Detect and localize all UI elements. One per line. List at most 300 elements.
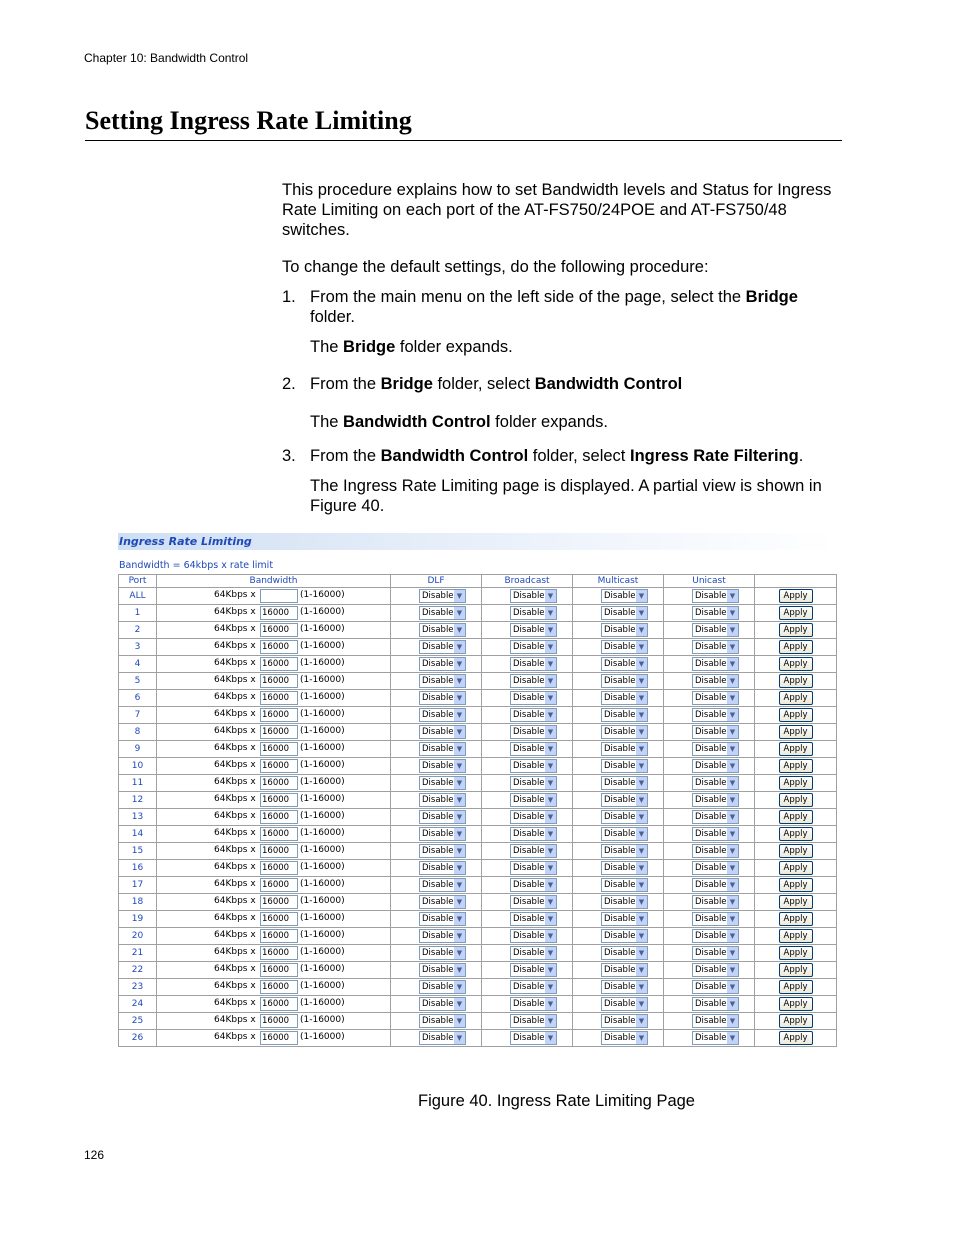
- broadcast-select[interactable]: [510, 861, 557, 875]
- multicast-select[interactable]: [601, 929, 648, 943]
- broadcast-select[interactable]: [510, 980, 557, 994]
- select-value: Disable: [604, 744, 636, 754]
- multicast-select[interactable]: [601, 912, 648, 926]
- dlf-select[interactable]: [419, 589, 466, 603]
- apply-button[interactable]: Apply: [779, 1031, 813, 1045]
- apply-cell: [755, 1013, 837, 1030]
- broadcast-cell: [482, 741, 573, 758]
- port-cell: 8: [119, 724, 157, 741]
- chevron-down-icon: ▼: [454, 641, 465, 653]
- unicast-select[interactable]: [692, 963, 739, 977]
- multicast-select[interactable]: [601, 776, 648, 790]
- bandwidth-unit-label: 64Kbps x: [214, 964, 256, 974]
- dlf-cell: [391, 622, 482, 639]
- bandwidth-cell: [157, 775, 391, 792]
- bandwidth-unit-label: 64Kbps x: [214, 845, 256, 855]
- apply-button[interactable]: Apply: [779, 776, 813, 790]
- chevron-down-icon: ▼: [727, 896, 738, 908]
- rate-limit-input[interactable]: 16000: [260, 861, 298, 875]
- unicast-select[interactable]: [692, 742, 739, 756]
- rate-limit-input[interactable]: 16000: [260, 810, 298, 824]
- unicast-select[interactable]: [692, 691, 739, 705]
- bandwidth-cell: [157, 588, 391, 605]
- multicast-select[interactable]: [601, 606, 648, 620]
- apply-button[interactable]: Apply: [779, 963, 813, 977]
- unicast-select[interactable]: [692, 708, 739, 722]
- broadcast-cell: [482, 724, 573, 741]
- dlf-select[interactable]: [419, 691, 466, 705]
- unicast-select[interactable]: [692, 759, 739, 773]
- chevron-down-icon: ▼: [727, 1032, 738, 1044]
- rate-limit-input[interactable]: 16000: [260, 708, 298, 722]
- select-value: Disable: [513, 693, 545, 703]
- chevron-down-icon: ▼: [727, 692, 738, 704]
- figure-caption: Figure 40. Ingress Rate Limiting Page: [418, 1092, 695, 1110]
- chevron-down-icon: ▼: [545, 624, 556, 636]
- chevron-down-icon: ▼: [727, 913, 738, 925]
- chevron-down-icon: ▼: [545, 760, 556, 772]
- rate-limit-input[interactable]: 16000: [260, 963, 298, 977]
- chevron-down-icon: ▼: [545, 930, 556, 942]
- bandwidth-unit-label: 64Kbps x: [214, 879, 256, 889]
- dlf-cell: [391, 775, 482, 792]
- rate-limit-input[interactable]: 16000: [260, 742, 298, 756]
- apply-button[interactable]: Apply: [779, 640, 813, 654]
- select-value: Disable: [513, 744, 545, 754]
- dlf-cell: [391, 1030, 482, 1047]
- table-row: [119, 639, 837, 656]
- multicast-select[interactable]: [601, 589, 648, 603]
- bandwidth-cell: [157, 792, 391, 809]
- chevron-down-icon: ▼: [636, 930, 647, 942]
- unicast-cell: [664, 894, 755, 911]
- rate-limit-input[interactable]: 16000: [260, 844, 298, 858]
- step-result: The Ingress Rate Limiting page is displayed. A partial view is shown in Figure 40.: [310, 477, 822, 515]
- rate-limit-input[interactable]: 16000: [260, 640, 298, 654]
- apply-button[interactable]: Apply: [779, 980, 813, 994]
- select-value: Disable: [604, 642, 636, 652]
- unicast-select[interactable]: [692, 1014, 739, 1028]
- step-number: 2.: [282, 375, 296, 393]
- multicast-select[interactable]: [601, 793, 648, 807]
- rate-limit-input[interactable]: 16000: [260, 895, 298, 909]
- chevron-down-icon: ▼: [727, 964, 738, 976]
- dlf-cell: [391, 860, 482, 877]
- port-cell: ALL: [119, 588, 157, 605]
- rate-range-label: (1-16000): [300, 930, 345, 940]
- dlf-cell: [391, 911, 482, 928]
- unicast-select[interactable]: [692, 980, 739, 994]
- apply-cell: [755, 894, 837, 911]
- port-cell: 11: [119, 775, 157, 792]
- table-row: [119, 1030, 837, 1047]
- apply-cell: [755, 945, 837, 962]
- apply-button[interactable]: Apply: [779, 810, 813, 824]
- select-value: Disable: [604, 795, 636, 805]
- dlf-select[interactable]: [419, 827, 466, 841]
- broadcast-select[interactable]: [510, 640, 557, 654]
- chevron-down-icon: ▼: [636, 879, 647, 891]
- rate-limit-input[interactable]: [260, 589, 298, 603]
- broadcast-select[interactable]: [510, 997, 557, 1011]
- apply-button[interactable]: Apply: [779, 657, 813, 671]
- dlf-select[interactable]: [419, 844, 466, 858]
- broadcast-select[interactable]: [510, 708, 557, 722]
- apply-button[interactable]: Apply: [779, 691, 813, 705]
- broadcast-select[interactable]: [510, 946, 557, 960]
- unicast-select[interactable]: [692, 861, 739, 875]
- broadcast-cell: [482, 707, 573, 724]
- unicast-select[interactable]: [692, 946, 739, 960]
- multicast-select[interactable]: [601, 827, 648, 841]
- chevron-down-icon: ▼: [636, 794, 647, 806]
- table-row: [119, 979, 837, 996]
- unicast-cell: [664, 1013, 755, 1030]
- multicast-select[interactable]: [601, 963, 648, 977]
- rate-limit-input[interactable]: 16000: [260, 725, 298, 739]
- multicast-cell: [573, 741, 664, 758]
- apply-button[interactable]: Apply: [779, 912, 813, 926]
- apply-button[interactable]: Apply: [779, 844, 813, 858]
- multicast-select[interactable]: [601, 946, 648, 960]
- chevron-down-icon: ▼: [454, 811, 465, 823]
- broadcast-select[interactable]: [510, 742, 557, 756]
- chevron-down-icon: ▼: [454, 726, 465, 738]
- select-value: Disable: [422, 846, 454, 856]
- dlf-select[interactable]: [419, 742, 466, 756]
- rate-limit-input[interactable]: 16000: [260, 929, 298, 943]
- bandwidth-unit-label: 64Kbps x: [214, 811, 256, 821]
- unicast-select[interactable]: [692, 606, 739, 620]
- dlf-select[interactable]: [419, 793, 466, 807]
- rate-limit-input[interactable]: 16000: [260, 980, 298, 994]
- apply-button[interactable]: Apply: [779, 606, 813, 620]
- broadcast-select[interactable]: [510, 657, 557, 671]
- apply-button[interactable]: Apply: [779, 1014, 813, 1028]
- select-value: Disable: [604, 608, 636, 618]
- apply-button[interactable]: Apply: [779, 708, 813, 722]
- unicast-cell: [664, 673, 755, 690]
- unicast-select[interactable]: [692, 997, 739, 1011]
- unicast-select[interactable]: [692, 623, 739, 637]
- rate-range-label: (1-16000): [300, 981, 345, 991]
- dlf-cell: [391, 979, 482, 996]
- chevron-down-icon: ▼: [545, 607, 556, 619]
- select-value: Disable: [422, 727, 454, 737]
- broadcast-select[interactable]: [510, 725, 557, 739]
- multicast-select[interactable]: [601, 691, 648, 705]
- apply-button[interactable]: Apply: [779, 895, 813, 909]
- broadcast-cell: [482, 690, 573, 707]
- chevron-down-icon: ▼: [545, 726, 556, 738]
- dlf-select[interactable]: [419, 810, 466, 824]
- chevron-down-icon: ▼: [545, 879, 556, 891]
- broadcast-select[interactable]: [510, 776, 557, 790]
- broadcast-select[interactable]: [510, 793, 557, 807]
- rate-limit-input[interactable]: 16000: [260, 1031, 298, 1045]
- rate-range-label: (1-16000): [300, 743, 345, 753]
- dlf-cell: [391, 945, 482, 962]
- apply-button[interactable]: Apply: [779, 878, 813, 892]
- broadcast-select[interactable]: [510, 589, 557, 603]
- apply-button[interactable]: Apply: [779, 759, 813, 773]
- multicast-select[interactable]: [601, 708, 648, 722]
- broadcast-select[interactable]: [510, 1014, 557, 1028]
- column-header: Bandwidth: [157, 575, 391, 588]
- broadcast-select[interactable]: [510, 674, 557, 688]
- select-value: Disable: [513, 710, 545, 720]
- unicast-select[interactable]: [692, 895, 739, 909]
- select-value: Disable: [695, 897, 727, 907]
- chevron-down-icon: ▼: [727, 828, 738, 840]
- select-value: Disable: [695, 914, 727, 924]
- multicast-select[interactable]: [601, 844, 648, 858]
- port-cell: 18: [119, 894, 157, 911]
- broadcast-select[interactable]: [510, 691, 557, 705]
- table-row: [119, 690, 837, 707]
- multicast-select[interactable]: [601, 657, 648, 671]
- unicast-select[interactable]: [692, 1031, 739, 1045]
- broadcast-select[interactable]: [510, 929, 557, 943]
- select-value: Disable: [604, 591, 636, 601]
- broadcast-select[interactable]: [510, 912, 557, 926]
- broadcast-select[interactable]: [510, 623, 557, 637]
- rate-limit-input[interactable]: 16000: [260, 946, 298, 960]
- dlf-select[interactable]: [419, 929, 466, 943]
- rate-limit-input[interactable]: 16000: [260, 623, 298, 637]
- rate-limit-input[interactable]: 16000: [260, 759, 298, 773]
- dlf-select[interactable]: [419, 640, 466, 654]
- multicast-select[interactable]: [601, 980, 648, 994]
- rate-limit-input[interactable]: 16000: [260, 997, 298, 1011]
- rate-range-label: (1-16000): [300, 726, 345, 736]
- dlf-select[interactable]: [419, 725, 466, 739]
- apply-button[interactable]: Apply: [779, 997, 813, 1011]
- unicast-select[interactable]: [692, 640, 739, 654]
- dlf-select[interactable]: [419, 980, 466, 994]
- broadcast-select[interactable]: [510, 606, 557, 620]
- apply-button[interactable]: Apply: [779, 674, 813, 688]
- broadcast-select[interactable]: [510, 844, 557, 858]
- multicast-cell: [573, 1030, 664, 1047]
- table-row: [119, 724, 837, 741]
- table-row: [119, 673, 837, 690]
- chevron-down-icon: ▼: [545, 743, 556, 755]
- chevron-down-icon: ▼: [636, 981, 647, 993]
- bandwidth-cell: [157, 928, 391, 945]
- unicast-select[interactable]: [692, 674, 739, 688]
- apply-button[interactable]: Apply: [779, 929, 813, 943]
- multicast-cell: [573, 792, 664, 809]
- apply-cell: [755, 673, 837, 690]
- dlf-select[interactable]: [419, 657, 466, 671]
- dlf-select[interactable]: [419, 606, 466, 620]
- multicast-select[interactable]: [601, 861, 648, 875]
- broadcast-select[interactable]: [510, 895, 557, 909]
- apply-button[interactable]: Apply: [779, 793, 813, 807]
- multicast-select[interactable]: [601, 759, 648, 773]
- dlf-select[interactable]: [419, 1014, 466, 1028]
- rate-range-label: (1-16000): [300, 675, 345, 685]
- dlf-select[interactable]: [419, 946, 466, 960]
- chevron-down-icon: ▼: [727, 1015, 738, 1027]
- bandwidth-unit-label: 64Kbps x: [214, 675, 256, 685]
- step-number: 3.: [282, 447, 296, 465]
- rate-limit-input[interactable]: 16000: [260, 827, 298, 841]
- chevron-down-icon: ▼: [636, 998, 647, 1010]
- table-row: [119, 588, 837, 605]
- table-row: [119, 622, 837, 639]
- multicast-select[interactable]: [601, 674, 648, 688]
- dlf-select[interactable]: [419, 861, 466, 875]
- broadcast-select[interactable]: [510, 759, 557, 773]
- unicast-select[interactable]: [692, 810, 739, 824]
- select-value: Disable: [513, 761, 545, 771]
- unicast-cell: [664, 690, 755, 707]
- dlf-select[interactable]: [419, 759, 466, 773]
- broadcast-select[interactable]: [510, 963, 557, 977]
- dlf-select[interactable]: [419, 776, 466, 790]
- select-value: Disable: [695, 591, 727, 601]
- rate-range-label: (1-16000): [300, 845, 345, 855]
- dlf-cell: [391, 741, 482, 758]
- apply-cell: [755, 792, 837, 809]
- port-cell: 20: [119, 928, 157, 945]
- dlf-select[interactable]: [419, 708, 466, 722]
- broadcast-select[interactable]: [510, 810, 557, 824]
- apply-button[interactable]: Apply: [779, 827, 813, 841]
- port-cell: 14: [119, 826, 157, 843]
- apply-button[interactable]: Apply: [779, 725, 813, 739]
- multicast-select[interactable]: [601, 1031, 648, 1045]
- port-cell: 24: [119, 996, 157, 1013]
- dlf-select[interactable]: [419, 895, 466, 909]
- rate-limit-input[interactable]: 16000: [260, 878, 298, 892]
- chevron-down-icon: ▼: [727, 845, 738, 857]
- apply-button[interactable]: Apply: [779, 742, 813, 756]
- multicast-select[interactable]: [601, 878, 648, 892]
- port-cell: 15: [119, 843, 157, 860]
- multicast-cell: [573, 809, 664, 826]
- select-value: Disable: [422, 965, 454, 975]
- table-row: [119, 877, 837, 894]
- chevron-down-icon: ▼: [454, 981, 465, 993]
- select-value: Disable: [513, 727, 545, 737]
- select-value: Disable: [695, 778, 727, 788]
- unicast-select[interactable]: [692, 776, 739, 790]
- apply-button[interactable]: Apply: [779, 861, 813, 875]
- multicast-select[interactable]: [601, 623, 648, 637]
- dlf-select[interactable]: [419, 997, 466, 1011]
- chevron-down-icon: ▼: [454, 1032, 465, 1044]
- broadcast-cell: [482, 826, 573, 843]
- chevron-down-icon: ▼: [454, 743, 465, 755]
- unicast-select[interactable]: [692, 929, 739, 943]
- broadcast-select[interactable]: [510, 827, 557, 841]
- unicast-select[interactable]: [692, 725, 739, 739]
- chevron-down-icon: ▼: [454, 879, 465, 891]
- apply-cell: [755, 724, 837, 741]
- select-value: Disable: [695, 642, 727, 652]
- unicast-select[interactable]: [692, 827, 739, 841]
- chevron-down-icon: ▼: [454, 624, 465, 636]
- rate-limit-input[interactable]: 16000: [260, 657, 298, 671]
- bandwidth-cell: [157, 724, 391, 741]
- dlf-select[interactable]: [419, 1031, 466, 1045]
- dlf-select[interactable]: [419, 878, 466, 892]
- rate-limit-input[interactable]: 16000: [260, 776, 298, 790]
- unicast-select[interactable]: [692, 844, 739, 858]
- rate-limit-input[interactable]: 16000: [260, 912, 298, 926]
- apply-button[interactable]: Apply: [779, 623, 813, 637]
- unicast-select[interactable]: [692, 793, 739, 807]
- multicast-cell: [573, 877, 664, 894]
- dlf-cell: [391, 962, 482, 979]
- dlf-select[interactable]: [419, 963, 466, 977]
- multicast-select[interactable]: [601, 1014, 648, 1028]
- chevron-down-icon: ▼: [454, 1015, 465, 1027]
- multicast-select[interactable]: [601, 640, 648, 654]
- unicast-select[interactable]: [692, 912, 739, 926]
- dlf-select[interactable]: [419, 912, 466, 926]
- rate-limit-input[interactable]: 16000: [260, 674, 298, 688]
- multicast-select[interactable]: [601, 810, 648, 824]
- broadcast-cell: [482, 928, 573, 945]
- unicast-select[interactable]: [692, 657, 739, 671]
- select-value: Disable: [513, 659, 545, 669]
- dlf-cell: [391, 928, 482, 945]
- rate-limit-input[interactable]: 16000: [260, 793, 298, 807]
- dlf-cell: [391, 792, 482, 809]
- port-cell: 23: [119, 979, 157, 996]
- broadcast-cell: [482, 911, 573, 928]
- port-cell: 12: [119, 792, 157, 809]
- rate-limit-input[interactable]: 16000: [260, 1014, 298, 1028]
- dlf-select[interactable]: [419, 674, 466, 688]
- multicast-cell: [573, 1013, 664, 1030]
- dlf-select[interactable]: [419, 623, 466, 637]
- rate-limit-input[interactable]: 16000: [260, 691, 298, 705]
- select-value: Disable: [695, 795, 727, 805]
- rate-limit-input[interactable]: 16000: [260, 606, 298, 620]
- unicast-cell: [664, 588, 755, 605]
- chevron-down-icon: ▼: [727, 743, 738, 755]
- step-number: 1.: [282, 288, 296, 306]
- port-cell: 25: [119, 1013, 157, 1030]
- unicast-select[interactable]: [692, 589, 739, 603]
- apply-cell: [755, 605, 837, 622]
- apply-button[interactable]: Apply: [779, 946, 813, 960]
- table-row: [119, 860, 837, 877]
- apply-button[interactable]: Apply: [779, 589, 813, 603]
- multicast-select[interactable]: [601, 742, 648, 756]
- broadcast-cell: [482, 588, 573, 605]
- broadcast-select[interactable]: [510, 1031, 557, 1045]
- unicast-cell: [664, 843, 755, 860]
- chevron-down-icon: ▼: [545, 845, 556, 857]
- unicast-cell: [664, 605, 755, 622]
- multicast-select[interactable]: [601, 725, 648, 739]
- broadcast-select[interactable]: [510, 878, 557, 892]
- unicast-select[interactable]: [692, 878, 739, 892]
- multicast-select[interactable]: [601, 895, 648, 909]
- select-value: Disable: [695, 829, 727, 839]
- chevron-down-icon: ▼: [545, 811, 556, 823]
- multicast-select[interactable]: [601, 997, 648, 1011]
- chevron-down-icon: ▼: [454, 794, 465, 806]
- broadcast-cell: [482, 860, 573, 877]
- select-value: Disable: [695, 965, 727, 975]
